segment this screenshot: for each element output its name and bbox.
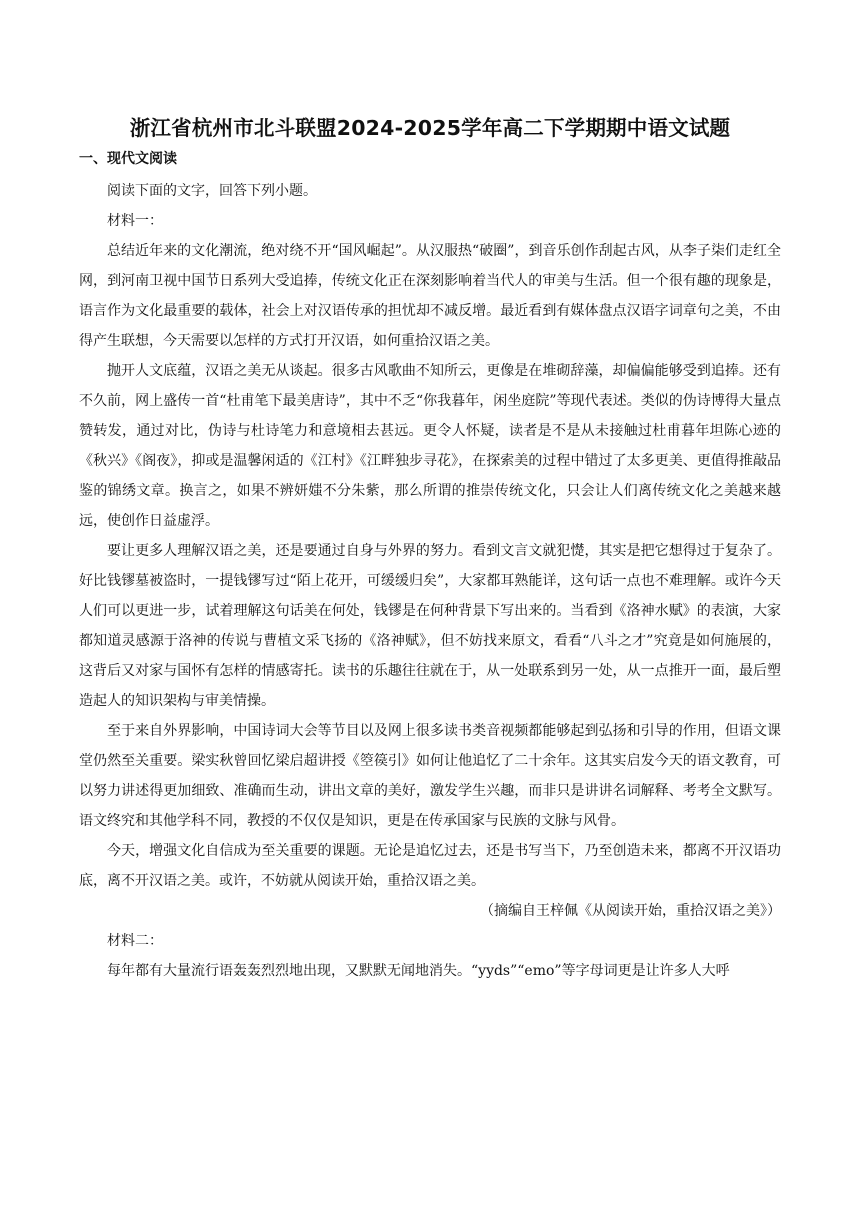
material-one-paragraph-1: 总结近年来的文化潮流，绝对绕不开“国风崛起”。从汉服热“破圈”，到音乐创作刮起古风，从李子柒们走红全网，到河南卫视中国节日系列大受追捧，传统文化正在深刻影响着当代人的审美与生活。但一个很有趣的现象是，语言作为文化最重要的载体，社会上对汉语传承的担忧却不减反增。最近看到有媒体盘点汉语字词章句之美，不由得产生联想，今天需要以怎样的方式打开汉语，如何重拾汉语之美。 [79, 243, 781, 349]
material-two-label: 材料二： [107, 933, 163, 949]
material-one-paragraph-3: 要让更多人理解汉语之美，还是要通过自身与外界的努力。看到文言文就犯憷，其实是把它想得过于复杂了。好比钱镠墓被盗时，一提钱镠写过“陌上花开，可缓缓归矣”，大家都耳熟能详，这句话一点也不难理解。或许今天人们可以更进一步，试着理解这句话美在何处，钱镠是在何种背景下写出来的。当看到《洛神水赋》的表演，大家都知道灵感源于洛神的传说与曹植文采飞扬的《洛神赋》，但不妨找来原文，看看“八斗之才”究竟是如何施展的，这背后又对家与国怀有怎样的情感寄托。读书的乐趣往往就在于，从一处联系到另一处，从一点推开一面，最后塑造起人的知识架构与审美情操。 [79, 543, 781, 709]
material-two-paragraph-1: 每年都有大量流行语轰轰烈烈地出现，又默默无闻地消失。“yyds”“emo”等字母词更是让许多人大呼 [107, 963, 730, 979]
material-one-paragraph-5: 今天，增强文化自信成为至关重要的课题。无论是追忆过去，还是书写当下，乃至创造未来，都离不开汉语功底，离不开汉语之美。或许，不妨就从阅读开始，重拾汉语之美。 [79, 843, 781, 889]
document-title: 浙江省杭州市北斗联盟2024-2025学年高二下学期期中语文试题 [129, 116, 731, 140]
material-one-paragraph-2: 抛开人文底蕴，汉语之美无从谈起。很多古风歌曲不知所云，更像是在堆砌辞藻，却偏偏能够受到追捧。还有不久前，网上盛传一首“杜甫笔下最美唐诗”，其中不乏“你我暮年，闲坐庭院”等现代表述。类似的伪诗博得大量点赞转发，通过对比，伪诗与杜诗笔力和意境相去甚远。更令人怀疑，读者是不是从未接触过杜甫暮年坦陈心迹的《秋兴》《阁夜》，抑或是温馨闲适的《江村》《江畔独步寻花》，在探索美的过程中错过了太多更美、更值得推敲品鉴的锦绣文章。换言之，如果不辨妍媸不分朱紫，那么所谓的推崇传统文化，只会让人们离传统文化之美越来越远，使创作日益虚浮。 [79, 363, 781, 529]
material-one-label: 材料一： [107, 213, 163, 229]
material-one-paragraph-4: 至于来自外界影响，中国诗词大会等节目以及网上很多读书类音视频都能够起到弘扬和引导的作用，但语文课堂仍然至关重要。梁实秋曾回忆梁启超讲授《箜篌引》如何让他追忆了二十余年。这其实启发今天的语文教育，可以努力讲述得更加细致、准确而生动，讲出文章的美好，激发学生兴趣，而非只是讲讲名词解释、考考全文默写。语文终究和其他学科不同，教授的不仅仅是知识，更是在传承国家与民族的文脉与风骨。 [79, 723, 781, 829]
material-one-source: （摘编自王梓佩《从阅读开始，重拾汉语之美》） [480, 903, 781, 919]
instruction-text: 阅读下面的文字，回答下列小题。 [107, 183, 317, 199]
section-heading: 一、现代文阅读 [79, 151, 177, 167]
exam-page [79, 114, 781, 986]
